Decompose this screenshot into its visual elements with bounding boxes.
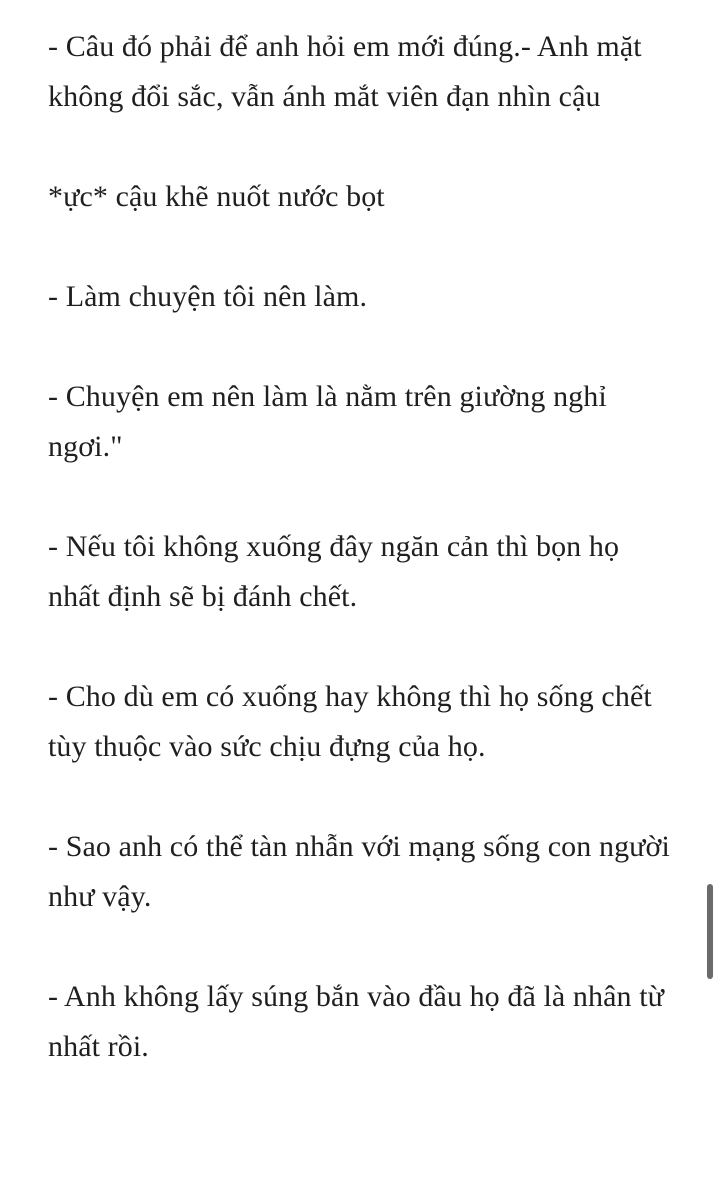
paragraph: *ực* cậu khẽ nuốt nước bọt [48,180,385,213]
paragraph: - Anh không lấy súng bắn vào đầu họ đã là nhân từ nhất rồi. [48,980,665,1063]
story-text [48,22,678,1072]
paragraph: - Chuyện em nên làm là nằm trên giường nghỉ ngơi." [48,380,607,463]
paragraph: - Câu đó phải để anh hỏi em mới đúng.- Anh mặt không đổi sắc, vẫn ánh mắt viên đạn nhìn cậu [48,30,642,113]
scrollbar-thumb[interactable] [707,884,713,979]
paragraph: - Cho dù em có xuống hay không thì họ sống chết tùy thuộc vào sức chịu đựng của họ. [48,680,652,763]
paragraph: - Nếu tôi không xuống đây ngăn cản thì bọn họ nhất định sẽ bị đánh chết. [48,530,620,613]
paragraph: - Sao anh có thể tàn nhẫn với mạng sống con người như vậy. [48,830,670,913]
paragraph: - Làm chuyện tôi nên làm. [48,280,368,313]
